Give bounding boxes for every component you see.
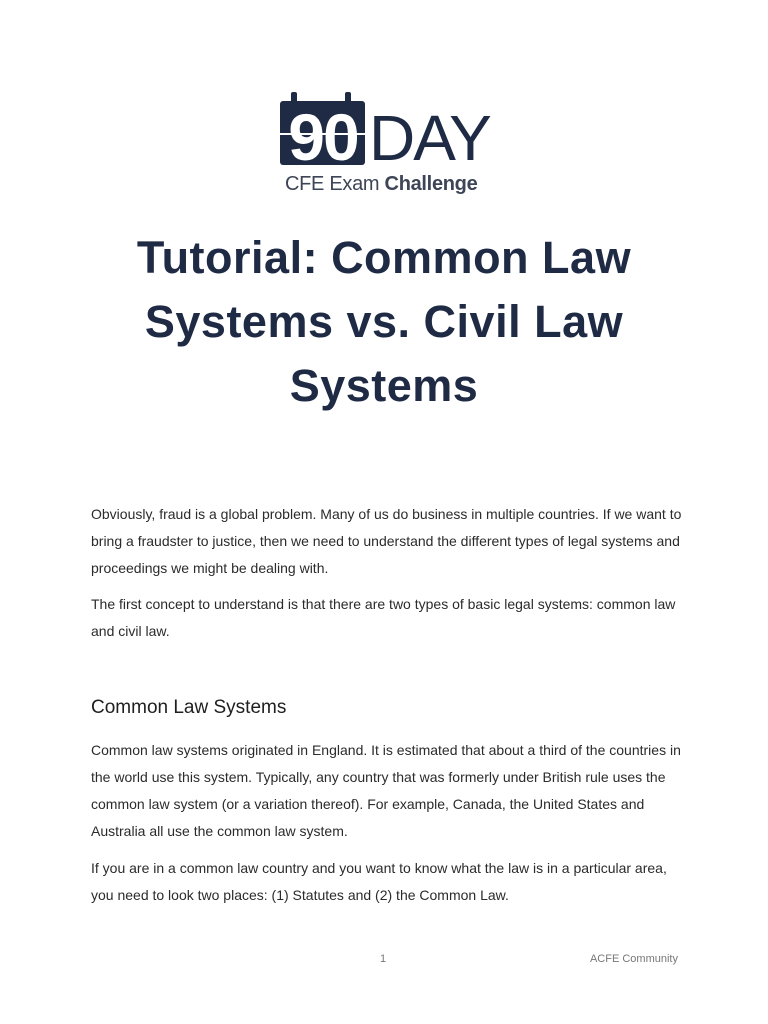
section-paragraph: Common law systems originated in England. It is estimated that about a third of the countries in the world use this system. Typically, any country that was formerly under British rule uses the common law system (or a variation thereof). For example, Canada, the United States and Australia all use the common law system. — [91, 742, 681, 839]
calendar-logo-icon — [279, 92, 494, 202]
logo-day-text: DAY — [369, 102, 490, 174]
concept-paragraph: The first concept to understand is that there are two types of basic legal systems: common law and civil law. — [91, 596, 676, 639]
intro-paragraph: Obviously, fraud is a global problem. Many of us do business in multiple countries. If we want to bring a fraudster to justice, then we need to understand the different types of legal systems and proceedings we might be dealing with. — [91, 506, 682, 576]
logo-number-text: 90 — [288, 100, 358, 174]
section-paragraph: If you are in a common law country and you want to know what the law is in a particular area, you need to look two places: (1) Statutes and (2) the Common Law. — [91, 860, 667, 903]
page-title: Tutorial: Common Law Systems vs. Civil Law Systems — [136, 232, 632, 411]
logo-tagline — [285, 173, 478, 195]
logo-tagline-bold: Challenge — [384, 173, 478, 195]
page-number: 1 — [379, 953, 387, 965]
section-heading: Common Law Systems — [91, 697, 287, 718]
footer-source: ACFE Community — [589, 953, 678, 965]
90-day-challenge-logo — [279, 92, 494, 202]
logo-tagline-regular: CFE Exam — [285, 173, 385, 195]
